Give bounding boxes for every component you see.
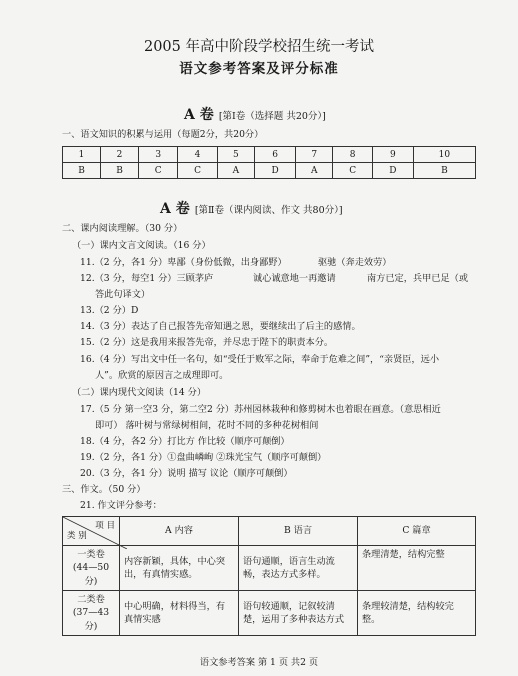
page-footer: 语文参考答案 第 1 页 共2 页 [199,657,319,668]
question-number: 10 [413,147,475,163]
essay-score-table [62,516,476,636]
corner-item-label: 项 目 [95,521,115,531]
answer-line: 17.（5 分 第一空3 分，第二空2 分）苏州园林栽种和修剪树木也着眼在画意。（意思相近 [80,404,441,415]
answer-line: 12.（3 分，每空1 分）三顾茅庐 [80,273,214,284]
table-row [63,517,476,546]
answer-line: 南方已定，兵甲已足（或 [367,273,469,284]
volume-desc: [第Ⅰ卷（选择题 共20分）] [218,111,326,122]
content-criteria: 中心明确，材料得当，有真情实感 [120,591,239,636]
question-number: 1 [63,147,101,163]
category-range: (37—43 分) [72,607,110,632]
category-range: (44—50 分) [72,562,110,587]
subsection-heading: （二）课内现代文阅读（14 分） [72,387,207,398]
category-name: 二类卷 [77,594,105,606]
answer-letter: C [178,163,217,179]
answer-letter: C [333,163,372,179]
exam-title: 2005 年高中阶段学校招生统一考试 [143,39,374,55]
section-a2-heading [160,200,343,216]
answer-letter: B [413,163,475,179]
language-criteria: 语句通顺，语言生动流畅，表达方式多样。 [239,546,358,591]
volume-label: A 卷 [160,201,190,217]
table-row [63,163,476,179]
category-cell [63,591,120,636]
column-header: B 语言 [239,517,358,546]
question-number: 8 [333,147,372,163]
answer-line: 21. 作文评分参考： [80,500,162,511]
question-number: 3 [139,147,178,163]
column-header: C 篇章 [358,517,476,546]
question-number: 4 [178,147,217,163]
choice-answer-table [62,146,476,179]
answer-letter: B [101,163,139,179]
table-row [63,591,476,636]
answer-letter: C [139,163,178,179]
column-header: A 内容 [120,517,239,546]
category-cell [63,546,120,591]
question-number: 9 [372,147,413,163]
answer-line: 13.（2 分）D [80,305,139,316]
answer-line: 即可） 落叶树与常绿树相间，花时不同的多种花树相间 [95,420,319,431]
answer-line: 18.（4 分，各2 分）打比方 作比较（顺序可颠倒） [80,436,290,447]
answer-letter: A [217,163,254,179]
answer-line: 11.（2 分，各1 分）卑鄙（身份低微，出身鄙野） [80,257,287,268]
table-corner-cell [63,517,120,546]
answer-letter: A [296,163,333,179]
section-a1-heading [184,106,326,122]
structure-criteria: 条理较清楚，结构较完整。 [358,591,476,636]
question-number: 5 [217,147,254,163]
answer-line: 诚心诚意地一再邀请 [253,273,336,284]
corner-category-label: 类 别 [67,530,87,541]
answer-line: 14.（3 分）表达了自己报答先帝知遇之恩，要继续出了后主的感情。 [80,321,361,332]
answer-line: 20.（3 分，各1 分）说明 描写 议论（顺序可颠倒） [80,468,293,479]
answer-letter: D [372,163,413,179]
table-row [63,546,476,591]
answer-line: 人”。欣赏的原因言之成理即可。 [95,370,229,381]
question-number: 2 [101,147,139,163]
exam-subtitle: 语文参考答案及评分标准 [179,61,339,77]
content-criteria: 内容新颖，具体，中心突出，有真情实感。 [120,546,239,591]
answer-letter: D [255,163,296,179]
answer-line: 驱驰（奔走效劳） [318,257,392,268]
question-number: 7 [296,147,333,163]
answer-line: 15.（2 分）这是我用来报答先帝，并尽忠于陛下的职责本分。 [80,337,334,348]
structure-criteria: 条理清楚，结构完整 [358,546,476,591]
answer-letter: B [63,163,101,179]
language-criteria: 语句较通顺，记叙较清楚，运用了多种表达方式 [239,591,358,636]
answer-line: 答此句译文） [95,289,151,300]
category-name: 一类卷 [77,549,105,560]
volume-label: A 卷 [184,107,214,123]
section-2-heading: 二、课内阅读理解。（30 分） [62,223,183,234]
volume-desc: [第Ⅱ卷（课内阅读、作文 共80分）] [194,205,343,216]
answer-line: 19.（2 分，各1 分）①盘曲嶙峋 ②珠光宝气（顺序可颠倒） [80,452,327,463]
answer-line: 16.（4 分）写出文中任一名句，如“受任于败军之际，奉命于危难之间”，“亲贤臣，远小 [80,354,440,365]
subsection-heading: （一）课内文言文阅读。（16 分） [72,240,211,251]
question-1-heading: 一、语文知识的积累与运用（每题2分，共20分） [62,129,264,140]
question-number: 6 [255,147,296,163]
section-3-heading: 三、作文。（50 分） [62,484,146,495]
table-row [63,147,476,163]
